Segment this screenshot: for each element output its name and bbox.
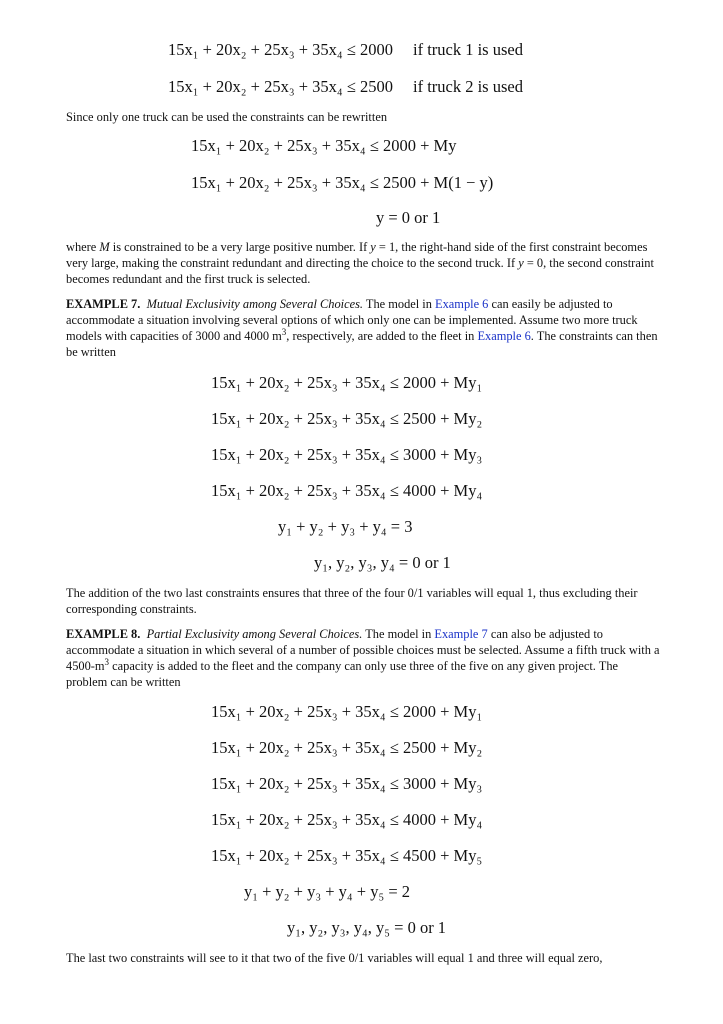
paragraph-rewrite: Since only one truck can be used the constraints can be rewritten [66,110,388,124]
superscript: 3 [281,326,287,337]
superscript: 3 [104,656,110,667]
equation-truck1 [168,40,523,60]
equation-ex8-1: 15x₁ + 20x₂ + 25x₃ + 35x₄ ≤ 2000 + My₁ [211,702,483,721]
text-run: The model in [363,297,436,311]
equation-ex8-5: 15x₁ + 20x₂ + 25x₃ + 35x₄ ≤ 4500 + My₅ [211,846,483,865]
equation-ex8-2: 15x₁ + 20x₂ + 25x₃ + 35x₄ ≤ 2500 + My₂ [211,738,483,757]
equation-ex7-2: 15x₁ + 20x₂ + 25x₃ + 35x₄ ≤ 2500 + My₂ [211,409,483,428]
text-run: can easily be adjusted to accommodate a situation involving several options of which only one can be implemented. Assume two more truck models with capacities of 3000 and 4000 m [66,297,638,343]
text-run: is constrained to be a very large positive number. If [109,240,371,254]
equation-ex7-5: y₁ + y₂ + y₃ + y₄ = 3 [278,517,413,536]
text-run-italic: y [370,240,376,254]
text-run: = 1, the right-hand side of the first constraint becomes very large, making the constraint redundant and directing the choice to the second truck. If [66,240,648,270]
text-run: . [137,297,141,311]
example-label: EXAMPLE 7 [66,297,138,311]
equation-text: 15x₁ + 20x₂ + 25x₃ + 35x₄ ≤ 2500 [168,77,393,96]
equation-ex7-1: 15x₁ + 20x₂ + 25x₃ + 35x₄ ≤ 2000 + My₁ [211,373,483,392]
equation-text: 15x₁ + 20x₂ + 25x₃ + 35x₄ ≤ 2000 [168,40,393,59]
example-6-link[interactable]: Example 6 [435,297,489,311]
paragraph-last: The last two constraints will see to it that two of the five 0/1 variables will equal 1 and three will equal zero, [66,951,603,965]
text-run: . [137,627,141,641]
equation-ex7-3: 15x₁ + 20x₂ + 25x₃ + 35x₄ ≤ 3000 + My₃ [211,445,483,464]
paragraph-where [66,239,661,287]
equation-ex7-6: y₁, y₂, y₃, y₄ = 0 or 1 [314,553,451,572]
text-run: capacity is added to the fleet and the company can only use three of the five on any given project. The problem can be written [66,659,619,689]
equation-ex8-3: 15x₁ + 20x₂ + 25x₃ + 35x₄ ≤ 3000 + My₃ [211,774,483,793]
equation-rewrite-1: 15x₁ + 20x₂ + 25x₃ + 35x₄ ≤ 2000 + My [191,136,457,155]
paragraph-example-7 [66,296,661,360]
example-title: Partial Exclusivity among Several Choices. [146,627,363,641]
example-label: EXAMPLE 8 [66,627,138,641]
text-run: , respectively, are added to the fleet in [286,329,478,343]
equation-rewrite-2: 15x₁ + 20x₂ + 25x₃ + 35x₄ ≤ 2500 + M(1 − y) [191,173,494,192]
text-run-italic: y [518,256,524,270]
paragraph-ex7-after: The addition of the two last constraints ensures that three of the four 0/1 variables will equal 1, thus excluding their corresponding constraints. [66,586,638,616]
equation-ex8-4: 15x₁ + 20x₂ + 25x₃ + 35x₄ ≤ 4000 + My₄ [211,810,483,829]
text-run: . The constraints can then be written [66,329,658,359]
text-run-italic: M [99,240,110,254]
equation-ex8-6: y₁ + y₂ + y₃ + y₄ + y₅ = 2 [244,882,411,901]
paragraph-example-8 [66,626,661,690]
text-run: The model in [362,627,435,641]
equation-rewrite-3: y = 0 or 1 [376,208,441,227]
text-run: can also be adjusted to accommodate a situation in which several of a number of possible choices must be selected. Assume a fifth truck with a 4500-m [66,627,660,673]
equation-condition: if truck 2 is used [412,77,523,96]
text-run: where [66,240,100,254]
example-title: Mutual Exclusivity among Several Choices. [146,297,363,311]
equation-condition: if truck 1 is used [412,40,523,59]
example-7-link[interactable]: Example 7 [434,627,488,641]
text-run: = 0, the second constraint becomes redundant and the first truck is selected. [66,256,654,286]
equation-ex7-4: 15x₁ + 20x₂ + 25x₃ + 35x₄ ≤ 4000 + My₄ [211,481,483,500]
example-6-link[interactable]: Example 6 [477,329,531,343]
equation-truck2 [168,77,523,97]
equation-ex8-7: y₁, y₂, y₃, y₄, y₅ = 0 or 1 [287,918,447,937]
